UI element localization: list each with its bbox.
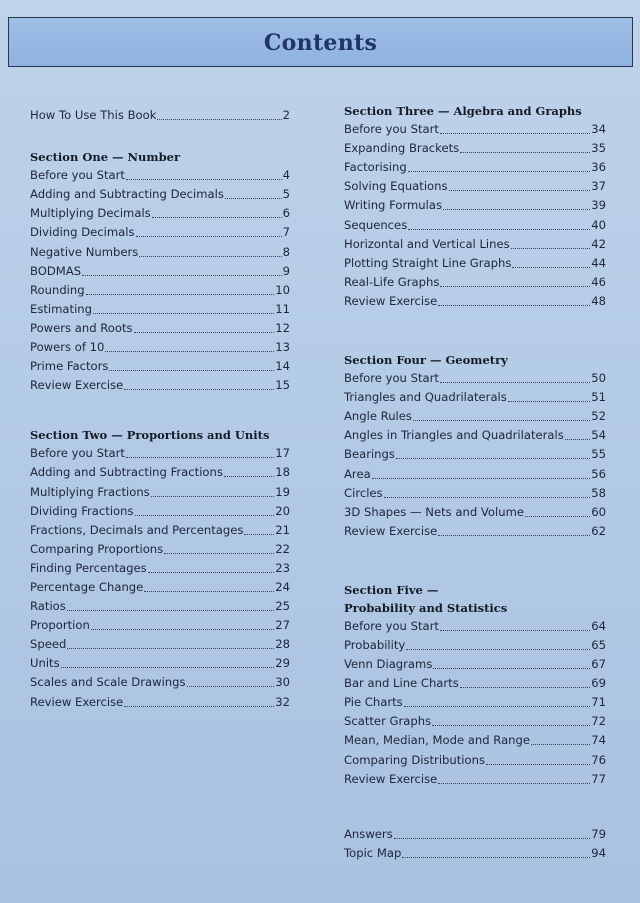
toc-entry[interactable] [30, 338, 290, 357]
entry-label: Multiplying Fractions [30, 484, 150, 499]
entry-page: 29 [275, 656, 290, 671]
dot-leader [486, 764, 590, 765]
entry-label: Circles [344, 485, 383, 500]
toc-entry[interactable] [30, 502, 290, 521]
entry-page: 42 [591, 236, 606, 251]
dot-leader [157, 119, 281, 120]
toc-entry[interactable] [344, 158, 606, 177]
toc-entry[interactable] [344, 484, 606, 503]
toc-entry[interactable] [30, 281, 290, 300]
section-heading: Section Four — Geometry [344, 352, 508, 367]
entry-label: Fractions, Decimals and Percentages [30, 522, 244, 537]
entry-label: Units [30, 656, 60, 671]
entry-label: Writing Formulas [344, 198, 443, 213]
entry-label: Before you Start [30, 446, 125, 461]
section-two [30, 426, 290, 711]
entry-page: 54 [591, 428, 606, 443]
contents-banner [8, 17, 633, 67]
entry-page: 77 [591, 771, 606, 786]
toc-entry[interactable] [30, 444, 290, 463]
toc-entry[interactable] [30, 376, 290, 395]
toc-entry[interactable] [344, 770, 606, 789]
entry-page: 19 [275, 484, 290, 499]
toc-entry[interactable] [344, 712, 606, 731]
section-four-list [344, 369, 606, 541]
dot-leader [394, 838, 590, 839]
dot-leader [396, 458, 590, 459]
dot-leader [440, 286, 590, 287]
dot-leader [126, 179, 282, 180]
toc-entry[interactable] [30, 106, 290, 125]
dot-leader [144, 591, 274, 592]
entry-label: Sequences [344, 217, 408, 232]
toc-entry[interactable] [344, 750, 606, 769]
dot-leader [402, 857, 590, 858]
toc-entry[interactable] [30, 463, 290, 482]
toc-entry[interactable] [344, 215, 606, 234]
entry-page: 40 [591, 217, 606, 232]
toc-entry[interactable] [30, 597, 290, 616]
entry-page: 10 [275, 282, 290, 297]
entry-page: 48 [591, 293, 606, 308]
back-matter [344, 825, 606, 863]
entry-page: 8 [282, 244, 290, 259]
toc-entry[interactable] [344, 292, 606, 311]
section-four [344, 351, 606, 541]
entry-page: 76 [591, 752, 606, 767]
entry-page: 32 [275, 694, 290, 709]
dot-leader [136, 236, 282, 237]
toc-entry[interactable] [344, 445, 606, 464]
toc-entry[interactable] [344, 731, 606, 750]
entry-label: Estimating [30, 301, 93, 316]
toc-entry[interactable] [344, 177, 606, 196]
dot-leader [187, 686, 275, 687]
dot-leader [565, 439, 590, 440]
entry-page: 14 [275, 359, 290, 374]
toc-entry[interactable] [30, 482, 290, 501]
entry-label: Before you Start [344, 618, 439, 633]
toc-entry[interactable] [344, 522, 606, 541]
toc-entry[interactable] [30, 185, 290, 204]
entry-label: Review Exercise [30, 694, 124, 709]
section-heading: Section Two — Proportions and Units [30, 428, 270, 443]
entry-label: Plotting Straight Line Graphs [344, 255, 512, 270]
dot-leader [109, 370, 274, 371]
section-one [30, 148, 290, 395]
entry-label: Dividing Decimals [30, 225, 135, 240]
entry-label: Review Exercise [344, 523, 438, 538]
dot-leader [134, 332, 275, 333]
toc-entry[interactable] [344, 825, 606, 844]
toc-entry[interactable] [30, 223, 290, 242]
entry-label: Topic Map [344, 845, 402, 860]
entry-label: Real-Life Graphs [344, 274, 440, 289]
entry-label: Angles in Triangles and Quadrilaterals [344, 428, 564, 443]
entry-label: Scatter Graphs [344, 714, 432, 729]
dot-leader [105, 351, 274, 352]
toc-entry[interactable] [30, 559, 290, 578]
entry-page: 17 [275, 446, 290, 461]
entry-page: 28 [275, 637, 290, 652]
dot-leader [67, 648, 274, 649]
dot-leader [152, 217, 282, 218]
left-column [30, 106, 290, 712]
toc-entry[interactable] [30, 242, 290, 261]
entry-page: 51 [591, 390, 606, 405]
entry-label: Before you Start [344, 371, 439, 386]
entry-page: 27 [275, 618, 290, 633]
entry-page: 37 [591, 179, 606, 194]
dot-leader [433, 668, 590, 669]
entry-page: 22 [275, 541, 290, 556]
entry-label: Adding and Subtracting Decimals [30, 187, 224, 202]
toc-entry[interactable] [344, 120, 606, 139]
entry-label: Review Exercise [344, 293, 438, 308]
entry-page: 67 [591, 657, 606, 672]
entry-page: 12 [275, 320, 290, 335]
toc-entry[interactable] [344, 693, 606, 712]
toc-entry[interactable] [344, 464, 606, 483]
entry-label: Review Exercise [344, 771, 438, 786]
dot-leader [449, 190, 591, 191]
entry-label: 3D Shapes — Nets and Volume [344, 504, 524, 519]
entry-label: Comparing Distributions [344, 752, 486, 767]
entry-label: Speed [30, 637, 67, 652]
entry-label: Answers [344, 826, 393, 841]
entry-page: 50 [591, 371, 606, 386]
dot-leader [91, 629, 274, 630]
entry-page: 64 [591, 618, 606, 633]
entry-page: 36 [591, 160, 606, 175]
entry-page: 25 [275, 599, 290, 614]
entry-page: 62 [591, 523, 606, 538]
entry-page: 24 [275, 579, 290, 594]
toc-entry[interactable] [344, 636, 606, 655]
toc-entry[interactable] [344, 196, 606, 215]
entry-label: Adding and Subtracting Fractions [30, 465, 223, 480]
entry-page: 13 [275, 340, 290, 355]
entry-label: Proportion [30, 618, 90, 633]
dot-leader [126, 457, 274, 458]
dot-leader [531, 744, 590, 745]
dot-leader [404, 706, 591, 707]
entry-label: Bar and Line Charts [344, 676, 459, 691]
entry-label: Finding Percentages [30, 560, 147, 575]
section-five [344, 581, 606, 789]
entry-label: Review Exercise [30, 378, 124, 393]
toc-entry[interactable] [344, 139, 606, 158]
entry-page: 55 [591, 447, 606, 462]
entry-page: 39 [591, 198, 606, 213]
entry-page: 4 [282, 168, 290, 183]
entry-page: 7 [282, 225, 290, 240]
toc-entry[interactable] [344, 369, 606, 388]
entry-label: Powers and Roots [30, 320, 133, 335]
entry-label: BODMAS [30, 263, 82, 278]
dot-leader [384, 497, 591, 498]
entry-page: 20 [275, 503, 290, 518]
toc-entry[interactable] [344, 655, 606, 674]
dot-leader [408, 229, 590, 230]
entry-page: 58 [591, 485, 606, 500]
entry-page: 71 [591, 695, 606, 710]
entry-label: Prime Factors [30, 359, 109, 374]
entry-label: Expanding Brackets [344, 141, 460, 156]
dot-leader [224, 476, 274, 477]
toc-entry[interactable] [30, 635, 290, 654]
entry-label: How To Use This Book [30, 108, 157, 123]
entry-label: Triangles and Quadrilaterals [344, 390, 507, 405]
toc-entry[interactable] [30, 578, 290, 597]
toc-entry[interactable] [30, 319, 290, 338]
entry-page: 44 [591, 255, 606, 270]
entry-page: 46 [591, 274, 606, 289]
dot-leader [443, 209, 590, 210]
section-three [344, 102, 606, 311]
section-five-list [344, 617, 606, 789]
dot-leader [438, 783, 590, 784]
dot-leader [61, 667, 275, 668]
dot-leader [406, 649, 590, 650]
entry-label: Before you Start [30, 168, 125, 183]
entry-page: 65 [591, 637, 606, 652]
entry-page: 9 [282, 263, 290, 278]
dot-leader [139, 256, 281, 257]
toc-entry[interactable] [30, 616, 290, 635]
entry-label: Pie Charts [344, 695, 403, 710]
section-three-list [344, 120, 606, 311]
entry-label: Scales and Scale Drawings [30, 675, 186, 690]
dot-leader [124, 706, 274, 707]
entry-page: 2 [282, 108, 290, 123]
entry-page: 72 [591, 714, 606, 729]
entry-label: Comparing Proportions [30, 541, 164, 556]
right-column [344, 102, 606, 863]
entry-label: Rounding [30, 282, 85, 297]
entry-label: Mean, Median, Mode and Range [344, 733, 531, 748]
toc-entry[interactable] [30, 673, 290, 692]
entry-page: 11 [275, 301, 290, 316]
toc-entry[interactable] [344, 388, 606, 407]
toc-entry[interactable] [30, 357, 290, 376]
dot-leader [82, 275, 282, 276]
dot-leader [151, 496, 275, 497]
dot-leader [460, 152, 590, 153]
entry-page: 69 [591, 676, 606, 691]
toc-entry[interactable] [30, 692, 290, 711]
toc-entry[interactable] [344, 273, 606, 292]
entry-page: 15 [275, 378, 290, 393]
dot-leader [225, 198, 282, 199]
dot-leader [244, 534, 274, 535]
dot-leader [67, 610, 274, 611]
entry-label: Multiplying Decimals [30, 206, 151, 221]
dot-leader [135, 515, 275, 516]
entry-label: Solving Equations [344, 179, 448, 194]
dot-leader [508, 401, 590, 402]
entry-label: Area [344, 466, 371, 481]
dot-leader [164, 553, 274, 554]
entry-page: 5 [282, 187, 290, 202]
toc-entry[interactable] [30, 204, 290, 223]
dot-leader [408, 171, 591, 172]
dot-leader [440, 630, 590, 631]
entry-page: 23 [275, 560, 290, 575]
dot-leader [124, 389, 274, 390]
entry-page: 60 [591, 504, 606, 519]
section-heading: Section Three — Algebra and Graphs [344, 104, 582, 118]
entry-page: 18 [275, 465, 290, 480]
entry-label: Powers of 10 [30, 340, 105, 355]
toc-entry[interactable] [344, 617, 606, 636]
entry-page: 52 [591, 409, 606, 424]
dot-leader [460, 687, 590, 688]
entry-page: 30 [275, 675, 290, 690]
dot-leader [438, 535, 590, 536]
entry-page: 79 [591, 826, 606, 841]
toc-entry[interactable] [30, 300, 290, 319]
dot-leader [432, 725, 590, 726]
toc-entry[interactable] [344, 235, 606, 254]
dot-leader [511, 248, 591, 249]
entry-page: 6 [282, 206, 290, 221]
entry-label: Dividing Fractions [30, 503, 134, 518]
entry-page: 21 [275, 522, 290, 537]
toc-entry[interactable] [344, 426, 606, 445]
toc-entry[interactable] [344, 674, 606, 693]
entry-label: Probability [344, 637, 406, 652]
section-two-list [30, 444, 290, 711]
page-title: Contents [263, 30, 378, 56]
entry-label: Bearings [344, 447, 395, 462]
toc-entry[interactable] [30, 262, 290, 281]
entry-label: Ratios [30, 599, 66, 614]
entry-page: 56 [591, 466, 606, 481]
dot-leader [440, 133, 590, 134]
section-heading-line2: Probability and Statistics [344, 600, 508, 615]
section-heading: Section One — Number [30, 150, 180, 165]
toc-entry[interactable] [344, 254, 606, 273]
section-one-list [30, 166, 290, 395]
dot-leader [372, 478, 591, 479]
toc-entry[interactable] [30, 654, 290, 673]
entry-label: Venn Diagrams [344, 657, 433, 672]
entry-label: Horizontal and Vertical Lines [344, 236, 510, 251]
entry-label: Negative Numbers [30, 244, 139, 259]
entry-page: 35 [591, 141, 606, 156]
dot-leader [525, 516, 590, 517]
toc-entry[interactable] [30, 540, 290, 559]
entry-page: 94 [591, 845, 606, 860]
dot-leader [413, 420, 590, 421]
dot-leader [148, 572, 275, 573]
section-heading-line1: Section Five — [344, 582, 439, 597]
entry-page: 34 [591, 122, 606, 137]
dot-leader [512, 267, 590, 268]
toc-entry[interactable] [30, 166, 290, 185]
toc-entry[interactable] [344, 407, 606, 426]
toc-entry[interactable] [30, 521, 290, 540]
toc-entry[interactable] [344, 503, 606, 522]
entry-label: Angle Rules [344, 409, 412, 424]
entry-page: 74 [591, 733, 606, 748]
entry-label: Before you Start [344, 122, 439, 137]
dot-leader [86, 294, 275, 295]
dot-leader [438, 305, 590, 306]
dot-leader [93, 313, 274, 314]
toc-entry[interactable] [344, 844, 606, 863]
entry-label: Percentage Change [30, 579, 144, 594]
dot-leader [440, 382, 590, 383]
entry-label: Factorising [344, 160, 407, 175]
